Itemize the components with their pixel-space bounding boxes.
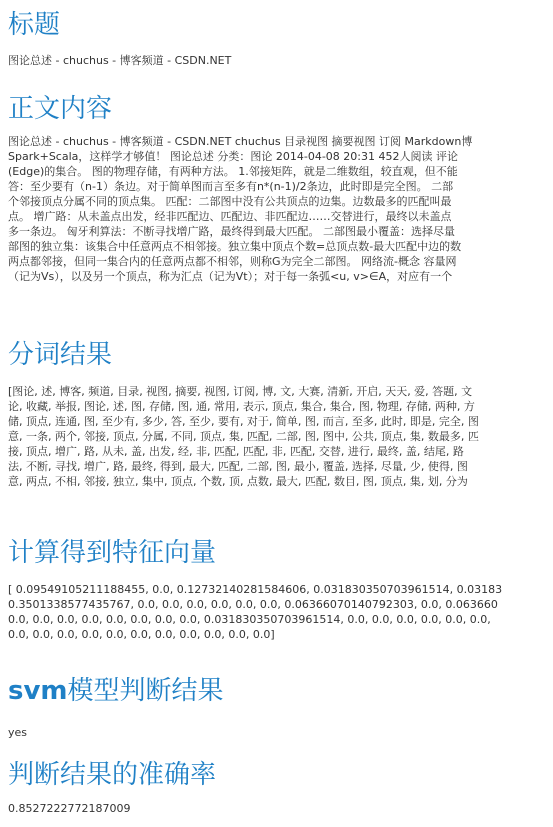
features-line: 0.3501338577435767, 0.0, 0.0, 0.0, 0.0, 0.0, 0.0, 0.0636607014079230​3, 0.0, 0.063660 bbox=[8, 598, 498, 611]
accuracy-value: 0.8527222772187009 bbox=[8, 802, 131, 815]
features-body bbox=[8, 582, 553, 642]
segmentation-line: 储, 顶点, 连通, 图, 至少有, 多少, 答, 至少, 要有, 对于, 简单, 图, 而言, 至多, 此时, 即是, 完全, 图 bbox=[8, 415, 479, 428]
content-heading: 正文内容 bbox=[8, 94, 113, 124]
content-line: 多一条边。 匈牙利算法：不断寻找增广路，最终得到最大匹配。 二部图最小覆盖：选择尽量 bbox=[8, 225, 455, 238]
content-line: 个邻接顶点分属不同的顶点集。 匹配：二部图中没有公共顶点的边集。边数最多的匹配叫最 bbox=[8, 195, 452, 208]
svm-heading-suffix: 模型判断结果 bbox=[67, 676, 224, 706]
content-line: 两点都邻接，但同一集合内的任意两点都不相邻，则称G为完全二部图。 网络流-概念 容量网 bbox=[8, 255, 457, 268]
segmentation-line: 法, 不断, 寻找, 增广, 路, 最终, 得到, 最大, 匹配, 二部, 图, 最小, 覆盖, 选择, 尽量, 少, 使得, 图 bbox=[8, 460, 468, 473]
svm-heading-prefix: svm bbox=[8, 676, 68, 706]
features-line: 0.0, 0.0, 0.0, 0.0, 0.0, 0.0, 0.0, 0.0, 0.031830350703961514, 0.0, 0.0, 0.0, 0.0, 0.0, 0.0, bbox=[8, 613, 491, 626]
title-text: 图论总述 - chuchus - 博客频道 - CSDN.NET bbox=[8, 54, 232, 67]
content-line: (Edge)的集合。 图的物理存储，有两种方法。 1.邻接矩阵，就是二维数组，较直观，但不能 bbox=[8, 165, 458, 178]
content-line: 答：至少要有（n-1）条边。对于简单图而言至多有n*(n-1)/2条边，此时即是完全图。 二部 bbox=[8, 180, 454, 193]
segmentation-heading: 分词结果 bbox=[8, 340, 113, 370]
features-line: [ 0.09549105211188455, 0.0, 0.12732140281584606, 0.031830350703961514, 0.03183 bbox=[8, 583, 503, 596]
segmentation-line: [图论, 述, 博客, 频道, 目录, 视图, 摘要, 视图, 订阅, 博, 文, 大赛, 清新, 开启, 天天, 爱, 答题, 文 bbox=[8, 385, 473, 398]
content-line: （记为Vs），以及另一个顶点，称为汇点（记为Vt）；对于每一条弧<u, v>∈A，对应有一个 bbox=[8, 270, 453, 283]
content-line: 部图的独立集：该集合中任意两点不相邻接。独立集中顶点个数=总顶点数-最大匹配中边的数 bbox=[8, 240, 462, 253]
segmentation-body bbox=[8, 384, 553, 489]
content-line: 图论总述 - chuchus - 博客频道 - CSDN.NET chuchus 目录视图 摘要视图 订阅 Markdown博 bbox=[8, 135, 473, 148]
content-body bbox=[8, 134, 553, 284]
svm-result: yes bbox=[8, 726, 28, 739]
features-heading: 计算得到特征向量 bbox=[8, 538, 217, 568]
segmentation-line: 论, 收藏, 举报, 图论, 述, 图, 存储, 图, 通, 常用, 表示, 顶点, 集合, 集合, 图, 物理, 存储, 两种, 方 bbox=[8, 400, 475, 413]
content-line: Spark+Scala，这样学才够值！ 图论总述 分类：图论 2014-04-08 20:31 452人阅读 评论 bbox=[8, 150, 458, 163]
segmentation-line: 接, 顶点, 增广, 路, 从未, 盖, 出发, 经, 非, 匹配, 匹配, 非, 匹配, 交替, 进行, 最终, 盖, 结尾, 路 bbox=[8, 445, 464, 458]
segmentation-line: 意, 两点, 不相, 邻接, 独立, 集中, 顶点, 个数, 顶, 点数, 最大, 匹配, 数目, 图, 顶点, 集, 划, 分为 bbox=[8, 475, 468, 488]
title-heading: 标题 bbox=[8, 10, 61, 40]
svm-heading bbox=[8, 674, 224, 708]
segmentation-line: 意, 一条, 两个, 邻接, 顶点, 分属, 不同, 顶点, 集, 匹配, 二部, 图, 图中, 公共, 顶点, 集, 数最多, 匹 bbox=[8, 430, 479, 443]
content-line: 点。 增广路：从未盖点出发，经非匹配边、匹配边、非匹配边……交替进行，最终以未盖点 bbox=[8, 210, 452, 223]
features-line: 0.0, 0.0, 0.0, 0.0, 0.0, 0.0, 0.0, 0.0, 0.0, 0.0, 0.0] bbox=[8, 628, 275, 641]
accuracy-heading: 判断结果的准确率 bbox=[8, 760, 217, 790]
